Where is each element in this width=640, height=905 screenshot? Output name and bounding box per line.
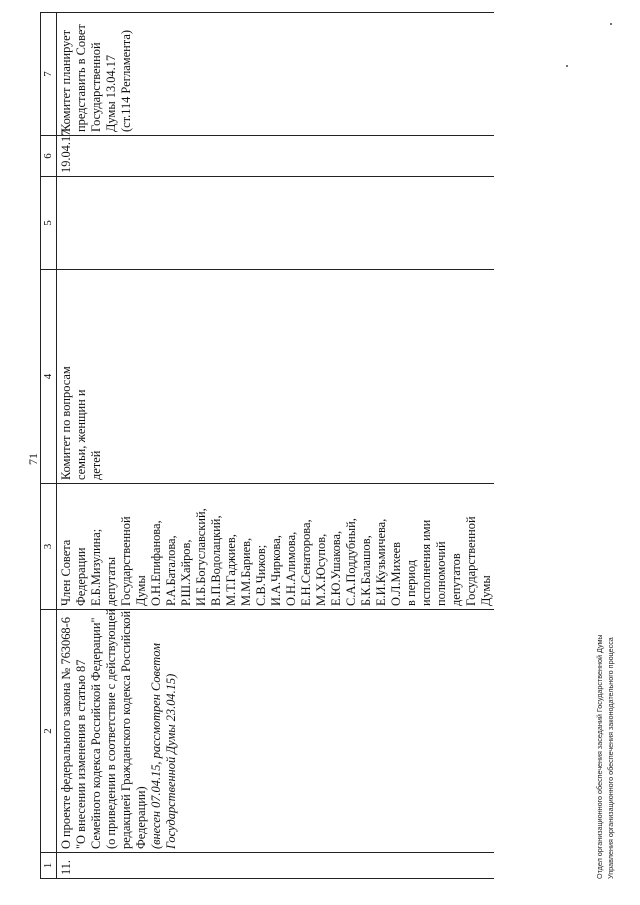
- author-line: С.А.Поддубный,: [344, 518, 358, 606]
- column-header: 1: [41, 853, 57, 879]
- bill-title-cell: [57, 610, 495, 853]
- author-line: Б.К.Балашов,: [359, 535, 373, 606]
- plan-line: (ст.114 Регламента): [119, 30, 133, 132]
- author-line: Е.И.Кузьмичева,: [374, 518, 388, 606]
- author-line: Федерации: [74, 547, 88, 606]
- column-header: 3: [41, 484, 57, 610]
- page-number: 71: [26, 453, 40, 465]
- date-cell: [57, 129, 495, 177]
- committee-line: детей: [89, 450, 103, 480]
- authors-cell: [57, 484, 495, 610]
- table-row: [57, 13, 495, 879]
- author-line: Е.Н.Сенаторова,: [299, 519, 313, 606]
- author-line: в период: [404, 559, 418, 606]
- row-number-cell: [57, 853, 495, 879]
- author-line: исполнения ими: [419, 519, 433, 606]
- author-line: Член Совета: [59, 539, 73, 606]
- author-line: И.А.Чиркова,: [269, 535, 283, 606]
- bill-title-line: Семейного кодекса Российской Федерации": [89, 617, 103, 849]
- author-line: депутаты: [104, 556, 118, 606]
- author-line: О.Н.Алимова,: [284, 531, 298, 606]
- plan-line: Комитет планирует: [59, 29, 73, 132]
- author-line: полномочий: [434, 541, 448, 606]
- plan-line: Государственной: [89, 42, 103, 132]
- bill-title-line: (о приведении в соответствие с действующей: [104, 608, 118, 849]
- author-line: О.Л.Михеев: [389, 542, 403, 606]
- author-line: Государственной: [464, 516, 478, 606]
- committee-line: Комитет по вопросам: [59, 366, 73, 480]
- author-line: О.Н.Епифанова,: [149, 520, 163, 606]
- footer-line: Управления организационного обеспечения законодательного процесса: [606, 637, 615, 879]
- plan-cell: [57, 13, 495, 136]
- author-line: И.Б.Богуславский,: [194, 508, 208, 606]
- row-number: 11.: [59, 859, 73, 875]
- author-line: Е.Ю.Ушакова,: [329, 530, 343, 606]
- bills-table: [40, 12, 494, 879]
- author-line: Думы: [134, 575, 148, 606]
- plan-line: Думы 13.04.17: [104, 54, 118, 132]
- bill-title-line: "О внесении изменения в статью 87: [74, 659, 88, 849]
- author-line: Р.Ш.Хайров,: [179, 539, 193, 606]
- column-header: 6: [41, 136, 57, 177]
- author-line: С.В.Чижов;: [254, 544, 268, 606]
- author-line: Государственной: [119, 516, 133, 606]
- bill-note-line: (внесен 07.04.15, рассмотрен Советом: [149, 643, 163, 849]
- column-header: 5: [41, 177, 57, 270]
- bill-title-line: редакцией Гражданского кодекса Российской: [119, 610, 133, 849]
- column-header: 2: [41, 610, 57, 853]
- scan-speck: [610, 23, 612, 25]
- author-line: М.Х.Юсупов,: [314, 533, 328, 606]
- column-header: 4: [41, 270, 57, 484]
- table-header-row: [41, 13, 57, 879]
- page-footer: [594, 634, 616, 879]
- committee-cell: [57, 270, 495, 484]
- scan-speck: [566, 65, 568, 67]
- author-line: М.Т.Гаджиев,: [224, 534, 238, 606]
- column-header: 7: [41, 13, 57, 136]
- column-5-cell: [57, 177, 495, 270]
- bill-title-line: Федерации): [134, 786, 148, 849]
- author-line: Думы: [479, 575, 493, 606]
- committee-line: семьи, женщин и: [74, 389, 88, 480]
- footer-line: Отдел организационного обеспечения заседаний Государственной Думы: [595, 634, 604, 879]
- bill-title-line: О проекте федерального закона № 763068-6: [59, 617, 73, 849]
- author-line: В.П.Водолацкий,: [209, 515, 223, 606]
- author-line: депутатов: [449, 553, 463, 606]
- date-value: 19.04.17: [59, 129, 73, 173]
- bill-note-line: Государственной Думы 23.04.15): [164, 673, 178, 849]
- author-line: Е.Б.Мизулина;: [89, 528, 103, 606]
- author-line: М.М.Бариев,: [239, 537, 253, 606]
- plan-line: представить в Совет: [74, 24, 88, 132]
- author-line: Р.А.Баталова,: [164, 535, 178, 606]
